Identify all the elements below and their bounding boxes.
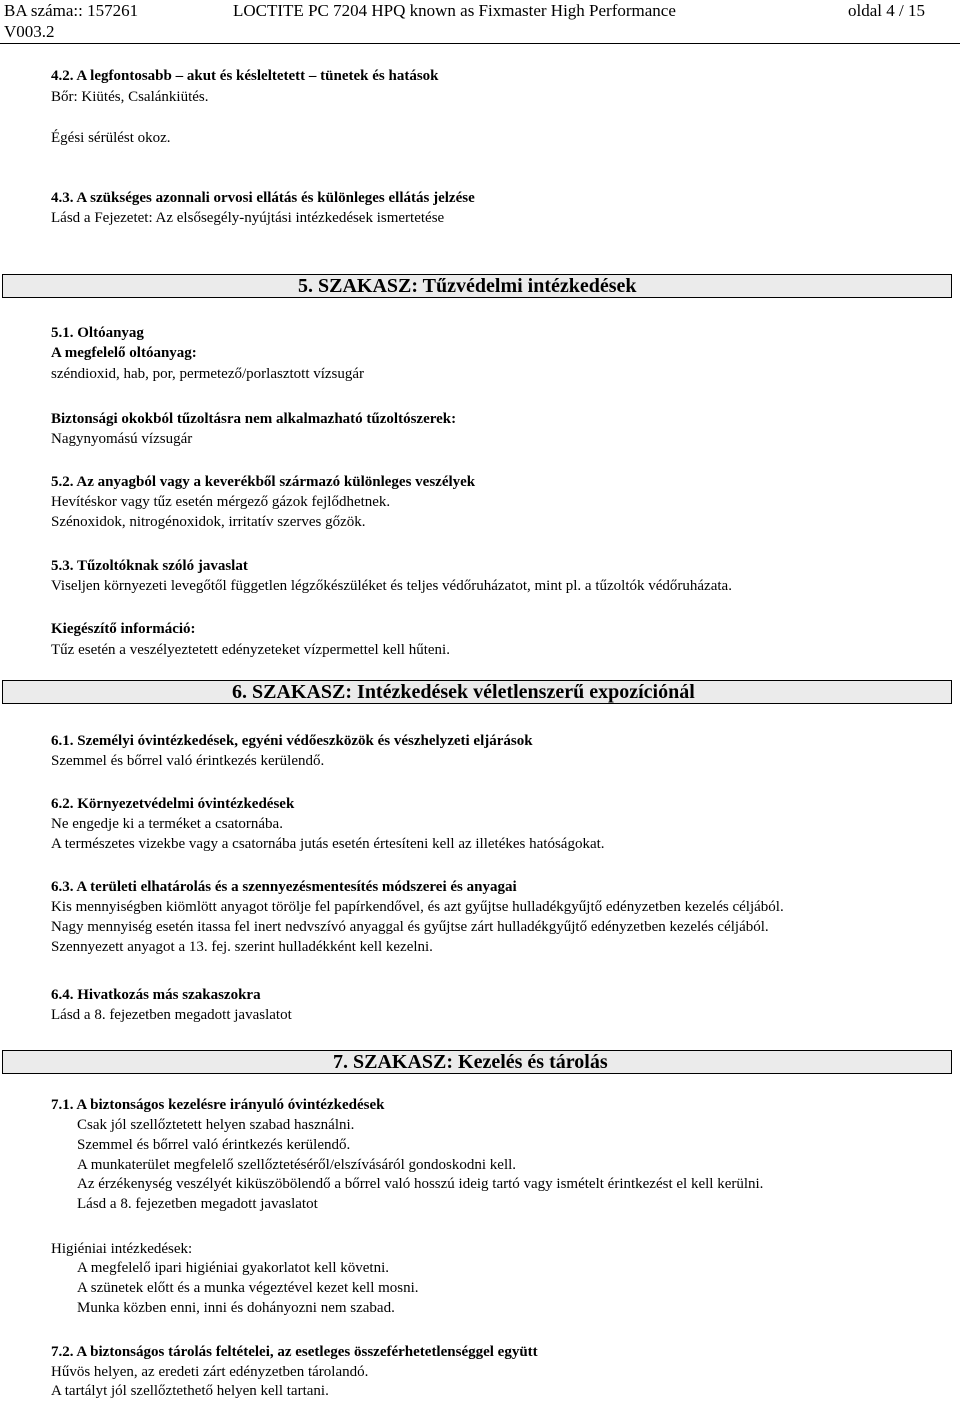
section-5-1-text: széndioxid, hab, por, permetező/porlasztott vízsugár	[51, 366, 365, 382]
hygiene-line: A szünetek előtt és a munka végeztével kezet kell mosni.	[77, 1280, 419, 1296]
hygiene-line: A megfelelő ipari higiéniai gyakorlatot kell követni.	[77, 1260, 389, 1276]
doc-number: BA száma:: 157261	[4, 1, 139, 20]
section-5-3-line-1: Viseljen környezeti levegőtől független légzőkészüléket és teljes védőruházatot, mint pl. a tűzoltók védőruházata.	[51, 578, 732, 594]
section-7-1-line: Az érzékenység veszélyét kiküszöbölendő a bőrrel való hosszú ideig tartó vagy ismételt érintkezést el kell kerülni.	[77, 1176, 764, 1192]
section-6-3-line-2: Nagy mennyiség esetén itassa fel inert nedvszívó anyaggal és gyűjtse zárt hulladékgyűjtő edényzetben kezelés céljából.	[51, 919, 769, 935]
section-7-2-line-1: Hűvös helyen, az eredeti zárt edényzetben tárolandó.	[51, 1364, 369, 1380]
section-6-3-heading: 6.3. A területi elhatárolás és a szennyezésmentesítés módszerei és anyagai	[51, 879, 517, 895]
section-7-2-heading: 7.2. A biztonságos tárolás feltételei, az esetleges összeférhetetlenséggel együtt	[51, 1344, 538, 1360]
section-7-1-heading: 7.1. A biztonságos kezelésre irányuló óvintézkedések	[51, 1097, 385, 1113]
section-5-2-line-1: Hevítéskor vagy tűz esetén mérgező gázok fejlődhetnek.	[51, 494, 391, 510]
additional-info-heading: Kiegészítő információ:	[51, 621, 196, 637]
section-6-2-line-1: Ne engedje ki a terméket a csatornába.	[51, 816, 283, 832]
section-6-3-line-1: Kis mennyiségben kiömlött anyagot törölje fel papírkendővel, és azt gyűjtse hulladékgyűjtő edényzetben kezelés céljából.	[51, 899, 784, 915]
hygiene-heading: Higiéniai intézkedések:	[51, 1241, 193, 1257]
section-7-1-line: A munkaterület megfelelő szellőztetéséről/elszívásáról gondoskodni kell.	[77, 1157, 517, 1173]
section-6-2-heading: 6.2. Környezetvédelmi óvintézkedések	[51, 796, 295, 812]
section-4-3-line-1: Lásd a Fejezetet: Az elsősegély-nyújtási intézkedések ismertetése	[51, 210, 445, 226]
unsuitable-extinguishers-heading: Biztonsági okokból tűzoltásra nem alkalmazható tűzoltószerek:	[51, 411, 457, 427]
section-5-2-line-2: Szénoxidok, nitrogénoxidok, irritatív szerves gőzök.	[51, 514, 366, 530]
section-5-1-heading: 5.1. Oltóanyag	[51, 325, 144, 341]
product-name: LOCTITE PC 7204 HPQ known as Fixmaster High Performance	[233, 1, 676, 20]
unsuitable-extinguishers-text: Nagynyomású vízsugár	[51, 431, 193, 447]
section-6-3-line-3: Szennyezett anyagot a 13. fej. szerint hulladékként kell kezelni.	[51, 939, 433, 955]
header-rule	[0, 43, 960, 44]
section-6-2-line-2: A természetes vizekbe vagy a csatornába jutás esetén értesíteni kell az illetékes hatóságokat.	[51, 836, 605, 852]
section-4-2-line-1: Bőr: Kiütés, Csalánkiütés.	[51, 89, 209, 105]
section-5-3-heading: 5.3. Tűzoltóknak szóló javaslat	[51, 558, 248, 574]
section-7-2-line-2: A tartályt jól szellőztethető helyen kell tartani.	[51, 1383, 329, 1399]
section-5-2-heading: 5.2. Az anyagból vagy a keverékből származó különleges veszélyek	[51, 474, 476, 490]
section-6-4-heading: 6.4. Hivatkozás más szakaszokra	[51, 987, 261, 1003]
section-6-1-heading: 6.1. Személyi óvintézkedések, egyéni védőeszközök és vészhelyzeti eljárások	[51, 733, 533, 749]
hygiene-line: Munka közben enni, inni és dohányozni nem szabad.	[77, 1300, 395, 1316]
section-6-4-line-1: Lásd a 8. fejezetben megadott javaslatot	[51, 1007, 292, 1023]
section-4-2-heading: 4.2. A legfontosabb – akut és késleltetett – tünetek és hatások	[51, 68, 439, 84]
additional-info-line-1: Tűz esetén a veszélyeztetett edényzeteket vízpermettel kell hűteni.	[51, 642, 450, 658]
doc-version: V003.2	[4, 22, 55, 41]
section-4-3-heading: 4.3. A szükséges azonnali orvosi ellátás és különleges ellátás jelzése	[51, 190, 475, 206]
section-7-1-line: Csak jól szellőztetett helyen szabad használni.	[77, 1117, 355, 1133]
page-number: oldal 4 / 15	[848, 1, 925, 20]
section-7-title: 7. SZAKASZ: Kezelés és tárolás	[333, 1051, 608, 1073]
section-7-1-line: Szemmel és bőrrel való érintkezés kerülendő.	[77, 1137, 351, 1153]
section-6-title: 6. SZAKASZ: Intézkedések véletlenszerű expozíciónál	[232, 681, 695, 703]
page-header	[0, 0, 960, 44]
section-7-1-line: Lásd a 8. fejezetben megadott javaslatot	[77, 1196, 318, 1212]
section-5-title: 5. SZAKASZ: Tűzvédelmi intézkedések	[298, 275, 637, 297]
section-5-1-subheading: A megfelelő oltóanyag:	[51, 345, 197, 361]
section-4-2-line-2: Égési sérülést okoz.	[51, 130, 171, 146]
section-6-1-line-1: Szemmel és bőrrel való érintkezés kerülendő.	[51, 753, 325, 769]
